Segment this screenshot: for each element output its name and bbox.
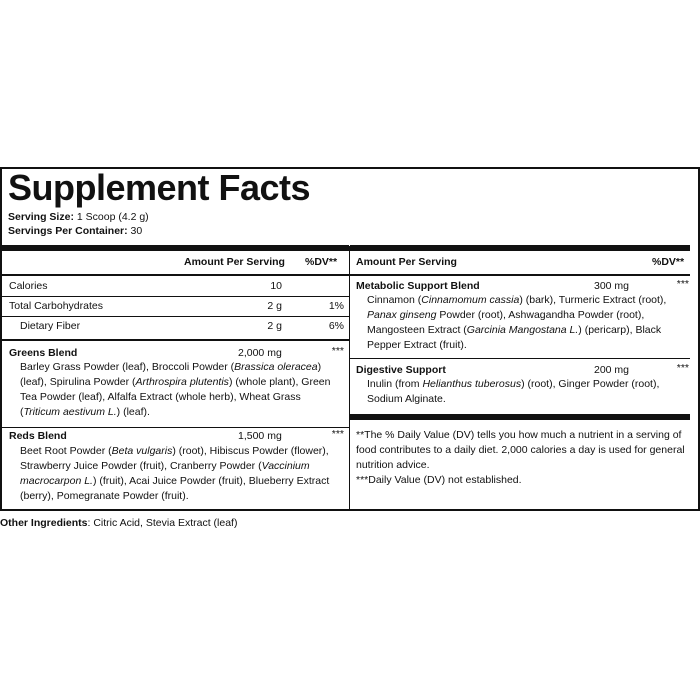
digestive-blend-ingredients: Inulin (from Helianthus tuberosus) (root), Ginger Powder (root), Sodium Alginate. [367, 378, 660, 405]
nutrient-name: Dietary Fiber [20, 320, 81, 332]
servings-per-container [8, 225, 142, 238]
scientific-name: Helianthus tuberosus [422, 378, 522, 390]
left-header-rule [2, 274, 349, 276]
digestive-blend-amount: 200 mg [594, 364, 630, 376]
nutrient-name: Calories [9, 280, 48, 292]
metabolic-blend-dv: *** [676, 278, 689, 290]
servings-per-container-label: Servings Per Container: [8, 225, 128, 237]
digestive-blend-name: Digestive Support [356, 364, 446, 376]
nutrient-amount: 2 g [267, 320, 282, 332]
metabolic-blend-ingredients: Cinnamon (Cinnamomum cassia) (bark), Turmeric Extract (root), Panax ginseng Powder (root), Ashwagandha Powder (root), Mangosteen Extract (Garcinia Mangostana L.) (pericarp), Black Pepper Extract (fruit). [367, 294, 667, 351]
footnotes [356, 428, 686, 488]
nutrient-dv: 6% [328, 320, 344, 332]
right-dv-header: %DV** [652, 256, 685, 268]
scientific-name: Panax ginseng [367, 309, 437, 321]
nutrient-amount: 2 g [267, 300, 282, 312]
greens-blend-name: Greens Blend [9, 347, 78, 359]
column-divider [349, 246, 350, 509]
scientific-name: Arthrospira plutentis [135, 376, 229, 388]
left-dv-header: %DV** [305, 256, 338, 268]
metabolic-blend-amount: 300 mg [594, 280, 630, 292]
reds-blend-amount: 1,500 mg [238, 430, 282, 442]
metabolic-blend-name: Metabolic Support Blend [356, 280, 480, 292]
scientific-name: Vaccinium macrocarpon L. [20, 460, 310, 487]
reds-blend-name: Reds Blend [9, 430, 67, 442]
reds-blend-ingredients: Beet Root Powder (Beta vulgaris) (root), Hibiscus Powder (flower), Strawberry Juice Powder (fruit), Cranberry Powder (Vaccinium macrocarpon L.) (fruit), Acai Juice Powder (fruit), Blueberry Extract (berry), Pomegranate Powder (fruit). [20, 445, 330, 502]
right-amount-header: Amount Per Serving [356, 256, 457, 268]
scientific-name: Brassica oleracea [234, 361, 318, 373]
greens-blend-ingredients: Barley Grass Powder (leaf), Broccoli Powder (Brassica oleracea) (leaf), Spirulina Powder (Arthrospira plutentis) (whole plant), Green Tea Powder (leaf), Alfalfa Extract (whole herb), Wheat Grass (Triticum aestivum L.) (leaf). [20, 361, 331, 418]
nutrient-name: Total Carbohydrates [9, 300, 103, 312]
other-ingredients [0, 517, 237, 530]
row-divider [2, 296, 349, 297]
row-divider [2, 316, 349, 317]
right-thick-rule [350, 245, 690, 251]
greens-blend-dv: *** [331, 345, 344, 357]
scientific-name: Beta vulgaris [111, 445, 173, 457]
dv-not-established-footnote: ***Daily Value (DV) not established. [356, 474, 522, 486]
digestive-blend-dv: *** [676, 362, 689, 374]
section-rule [2, 427, 349, 428]
footnote-thick-rule [350, 414, 690, 420]
reds-blend-dv: *** [331, 428, 344, 440]
right-header-rule [350, 274, 690, 276]
serving-size-label: Serving Size: [8, 211, 74, 223]
nutrient-amount: 10 [270, 280, 282, 292]
other-ingredients-label: Other Ingredients [0, 517, 88, 529]
left-amount-header: Amount Per Serving [184, 256, 285, 268]
nutrient-dv: 1% [328, 300, 344, 312]
dv-footnote: **The % Daily Value (DV) tells you how much a nutrient in a serving of food contributes to a daily diet. 2,000 calories a day is used for general nutrition advice. [356, 429, 685, 471]
serving-size-value: 1 Scoop (4.2 g) [76, 211, 149, 223]
greens-blend-amount: 2,000 mg [238, 347, 282, 359]
servings-per-container-value: 30 [130, 225, 143, 237]
section-rule [350, 358, 690, 359]
section-rule [2, 339, 349, 341]
serving-size [8, 211, 149, 224]
scientific-name: Cinnamomum cassia [421, 294, 520, 306]
page-title: Supplement Facts [8, 167, 311, 208]
scientific-name: Garcinia Mangostana L. [466, 324, 579, 336]
left-thick-rule [2, 245, 349, 251]
scientific-name: Triticum aestivum L. [23, 406, 117, 418]
other-ingredients-value: : Citric Acid, Stevia Extract (leaf) [87, 517, 238, 529]
